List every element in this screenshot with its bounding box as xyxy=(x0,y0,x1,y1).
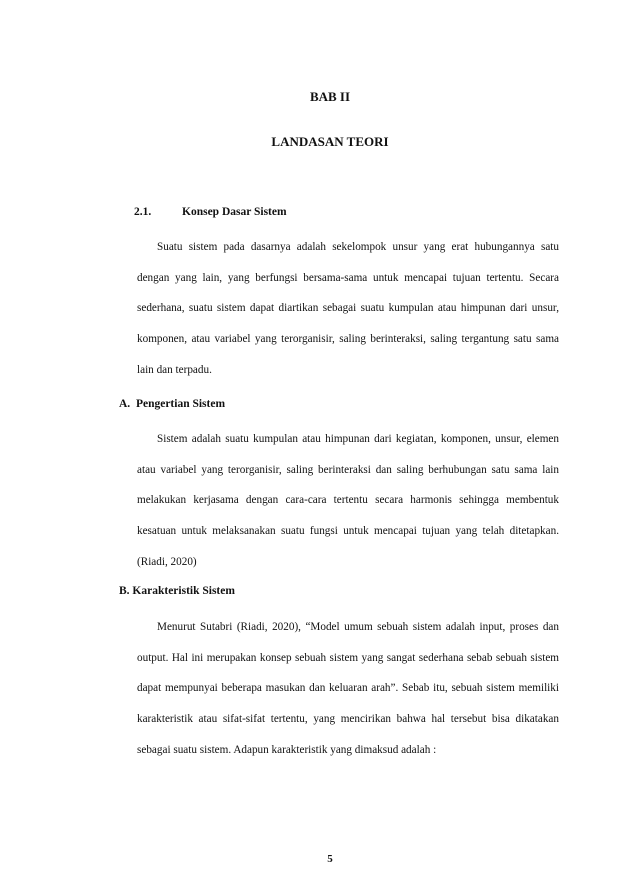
chapter-number: BAB II xyxy=(309,89,351,104)
section-number: B. xyxy=(119,585,130,597)
section-paragraph-b: Menurut Sutabri (Riadi, 2020), “Model umum sebuah sistem adalah input, proses dan output. Hal ini merupakan konsep sebuah sistem yang sangat sederhana sebab sebuah sistem dapat mempunyai beberapa masukan dan keluaran arah”. Sebab itu, sebuah sistem memiliki karakteristik atau sifat-sifat tertentu, yang mencirikan bahwa hal tersebut bisa dikatakan sebagai suatu sistem. Adapun karakteristik yang dimaksud adalah : xyxy=(137,621,559,756)
section-heading-2-1 xyxy=(134,206,287,218)
page-number: 5 xyxy=(327,853,333,865)
chapter-title: LANDASAN TEORI xyxy=(271,134,389,149)
section-heading-b xyxy=(119,585,235,597)
section-title: Karakteristik Sistem xyxy=(132,585,235,597)
section-heading-a xyxy=(119,398,225,410)
section-number: 2.1. xyxy=(134,206,152,218)
section-number: A. xyxy=(119,398,131,410)
section-title: Pengertian Sistem xyxy=(135,398,226,410)
section-paragraph-2-1: Suatu sistem pada dasarnya adalah sekelompok unsur yang erat hubungannya satu dengan yang lain, yang berfungsi bersama-sama untuk mencapai tujuan tertentu. Secara sederhana, suatu sistem dapat diartikan sebagai suatu kumpulan atau himpunan dari unsur, komponen, atau variabel yang terorganisir, saling berinteraksi, saling tergantung satu sama lain dan terpadu. xyxy=(137,241,559,376)
section-paragraph-a: Sistem adalah suatu kumpulan atau himpunan dari kegiatan, komponen, unsur, elemen atau variabel yang terorganisir, saling berinteraksi dan saling berhubungan satu sama lain melakukan kerjasama dengan cara-cara tertentu secara harmonis sehingga membentuk kesatuan untuk melaksanakan suatu fungsi untuk mencapai tujuan yang telah ditetapkan. (Riadi, 2020) xyxy=(137,433,559,568)
section-title: Konsep Dasar Sistem xyxy=(182,206,287,218)
